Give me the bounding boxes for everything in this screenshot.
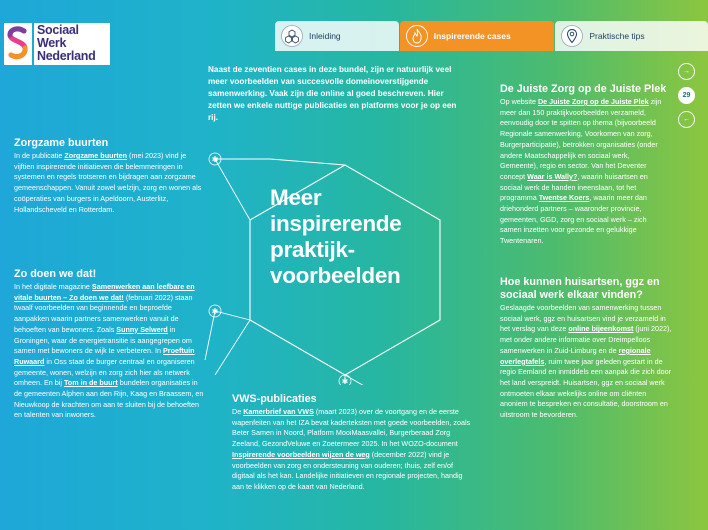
section-title: VWS-publicaties — [232, 393, 317, 405]
center-title-line-4: voorbeelden — [270, 263, 401, 288]
section-zo-doen-we-dat — [14, 268, 204, 421]
svg-text:✱: ✱ — [341, 377, 349, 385]
logo[interactable] — [4, 23, 108, 65]
link-online-bijeenkomst[interactable]: online bijeenkomst — [568, 324, 634, 334]
section-body: In de publicatie Zorgzame buurten (mei 2023) vind je vijftien inspirerende initiatieven die belemmeringen in systemen en regels trotseren en bijdragen aan zorgzame gemeenschappen. Vanuit zowel welzijn, zorg en wonen als coöperaties van burgers in Apeldoorn, Austerlitz, Hollandscheveld en Rotterdam. — [14, 151, 202, 214]
section-body: In het digitale magazine Samenwerken aan leefbare en vitale buurten – Zo doen we dat! (februari 2022) staan twaalf voorbeelden van beginnende en beproefde aanpakken waarin partners samenwerken vanuit de behoeften van bewoners. Zoals Sunny Selwerd in Groningen, waar de energietransitie is aangegrepen om samen met bewoners de wijk te verbeteren. In Proeftuin Ruwaard in Oss staat de burger centraal en organiseren gemeente, wonen, welzijn en zorg zich hier als netwerk omheen. En bij Tom in de buurt bundelen organisaties in de gemeenten Alphen aan den Rijn, Kaag en Braassem, en Nieuwkoop de krachten om aan te sluiten bij de behoeften en talenten van inwoners. — [14, 282, 204, 420]
link-kamerbrief-vws[interactable]: Kamerbrief van VWS — [243, 407, 314, 416]
tab-bar — [275, 21, 708, 51]
previous-page-button[interactable]: ← — [678, 111, 695, 128]
section-title: De Juiste Zorg op de Juiste Plek — [500, 83, 667, 95]
link-twentse-koers[interactable]: Twentse Koers — [538, 193, 590, 203]
tab-inspirerende-cases-label: Inspirerende cases — [433, 31, 511, 41]
section-body: Op website De Juiste Zorg op de Juiste Plek zijn meer dan 150 praktijkvoorbeelden verzameld, eenvoudig door te spitten op thema (bijvoorbeeld Regionale samenwerking, Voorkomen van zorg, Burgerparticipatie), betrokken organisaties (onder andere Maatschappelijk en sociaal werk, Gemeente), regio en sector. Van het Deventer concept Waar is Wally?, waarin huisartsen en sociaal werk de handen ineenslaan, tot het programma Twentse Koers, waarin meer dan driehonderd partners – waaronder provincie, gemeenten, GGD, zorg en sociaal werk – zich samen inzetten voor gezonde en gelukkige Twentenaren. — [500, 97, 662, 246]
logo-line-1: Sociaal — [37, 23, 79, 37]
link-proeftuin-ruwaard[interactable]: Proeftuin Ruwaard — [14, 346, 195, 366]
next-page-button[interactable]: → — [678, 63, 695, 80]
center-title-line-1: Meer — [270, 185, 322, 210]
tab-praktische-tips-label: Praktische tips — [589, 31, 645, 41]
tab-praktische-tips[interactable] — [555, 21, 708, 51]
tab-inspirerende-cases[interactable] — [400, 21, 555, 51]
logo-wordmark — [34, 23, 110, 65]
logo-line-3: Nederland — [37, 49, 96, 63]
link-tom-in-de-buurt[interactable]: Tom in de buurt — [63, 378, 118, 388]
link-inspirerende-voorbeelden[interactable]: Inspirerende voorbeelden wijzen de weg — [232, 449, 370, 459]
center-title — [270, 185, 440, 289]
center-title-line-2: inspirerende — [270, 211, 402, 236]
link-sunny-selwerd[interactable]: Sunny Selwerd — [116, 324, 168, 334]
link-waar-is-wally[interactable]: Waar is Wally? — [527, 171, 578, 181]
section-title: Zorgzame buurten — [14, 137, 109, 149]
tab-inleiding-label: Inleiding — [309, 31, 341, 41]
map-pin-icon — [561, 25, 583, 47]
page-number: 29 — [678, 87, 695, 104]
link-zorgzame-buurten[interactable]: Zorgzame buurten — [64, 151, 128, 160]
section-title: Hoe kunnen huisartsen, ggz en sociaal werk elkaar vinden? — [500, 276, 660, 301]
intro-paragraph: Naast de zeventien cases in deze bundel, zijn er natuurlijk veel meer voorbeelden van succesvolle domeinoverstijgende samenwerking. Vaak zijn die online al goed beschreven. Hier zetten we enkele nuttige publicaties en platforms voor je op een rij. — [208, 65, 457, 123]
section-body: De Kamerbrief van VWS (maart 2023) over de voortgang en de eerste wapenfeiten van het IZA bevat kaderteksten met goede voorbeelden, zoals Beter Samen in Noord, Platform MooiMaasvallei, Burgerberaad Zorg Zeeland, GezondVeluwe en Zoetermeer 2025. In het WOZO-document Inspirerende voorbeelden wijzen de weg (december 2022) vind je voorbeelden van zorg en ondersteuning van ouderen; thuis, zelf en/of digitaal als het kan. Landelijke initiatieven en regionale projecten, handig aan te klikken op de kaart van Nederland. — [232, 407, 471, 491]
section-zorgzame-buurten — [14, 137, 204, 215]
flame-icon — [406, 25, 428, 47]
logo-s-mark-icon — [4, 23, 32, 65]
section-vws-publicaties — [232, 393, 472, 493]
section-huisartsen-ggz — [500, 276, 672, 421]
svg-text:✱: ✱ — [211, 155, 219, 164]
section-body: Geslaagde voorbeelden van samenwerking tussen sociaal werk, ggz en huisartsen vind je verzameld in het verslag van deze online bijeenkomst (juni 2022), met onder andere informatie over Dreimpelloos samenwerken in Zuid-Limburg en de regionale overlegtafels, ruim twee jaar geleden gestart in de regio Eemland en inmiddels een aanpak die zich door het land verspreidt. Huisartsen, ggz en sociaal werk ontmoeten elkaar wekelijks online om cliënten anoniem te bespreken en consultatie, doorstroom en uitstroom te bevorderen. — [500, 303, 672, 420]
link-regionale-overlegtafels[interactable]: regionale overlegtafels — [500, 345, 651, 366]
section-title: Zo doen we dat! — [14, 268, 97, 280]
section-juiste-zorg — [500, 83, 668, 247]
center-title-line-3: praktijk- — [270, 237, 355, 262]
link-juiste-zorg-website[interactable]: De Juiste Zorg op de Juiste Plek — [537, 97, 649, 106]
hexagon-cluster-icon — [281, 25, 303, 47]
svg-text:✱: ✱ — [211, 307, 219, 316]
tab-inleiding[interactable] — [275, 21, 399, 51]
page-navigation — [678, 63, 696, 135]
logo-line-2: Werk — [37, 36, 67, 50]
link-samenwerken-magazine[interactable]: Samenwerken aan leefbare en vitale buurten – Zo doen we dat! — [14, 282, 195, 302]
